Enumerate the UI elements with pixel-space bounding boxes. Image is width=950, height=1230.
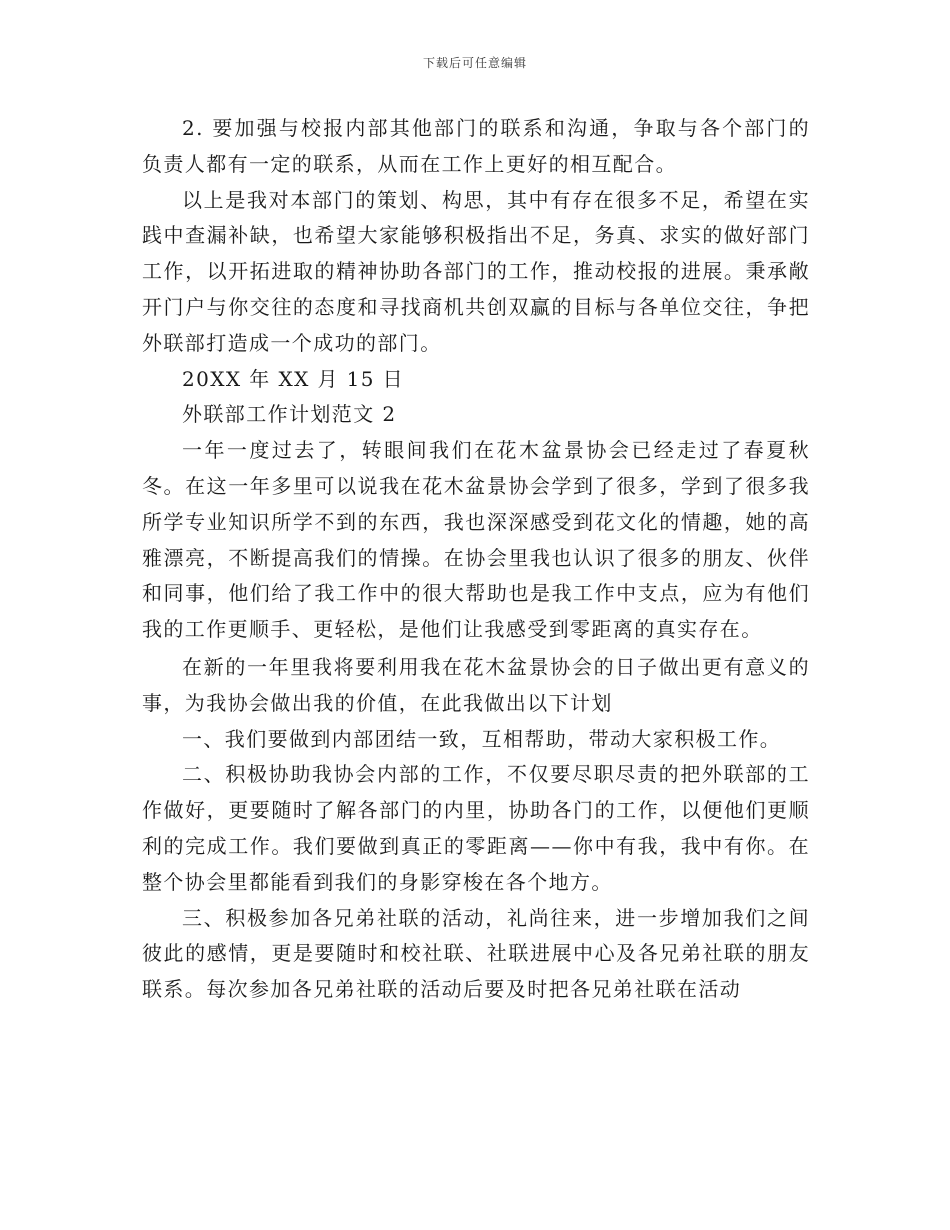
plan-item-1: 一、我们要做到内部团结一致，互相帮助，带动大家积极工作。 [182, 726, 782, 751]
plan-item-2: 二、积极协助我协会内部的工作，不仅要尽职尽责的把外联部的工作做好，更要随时了解各部门的内里，协助各门的工作，以便他们更顺利的完成工作。我们要做到真正的零距离——你中有我，我中有你。在整个协会里都能看到我们的身影穿梭在各个地方。 [142, 762, 810, 894]
document-body [142, 111, 810, 1008]
paragraph-summary: 以上是我对本部门的策划、构思，其中有存在很多不足，希望在实践中查漏补缺，也希望大家能够积极指出不足，务真、求实的做好部门工作，以开拓进取的精神协助各部门的工作，推动校报的进展。秉承敞开门户与你交往的态度和寻找商机共创双赢的目标与各单位交往，争把外联部打造成一个成功的部门。 [142, 187, 810, 355]
page-header-note: 下载后可任意编辑 [422, 56, 527, 70]
plan-item-3: 三、积极参加各兄弟社联的活动，礼尚往来，进一步增加我们之间彼此的感情，更是要随时和校社联、社联进展中心及各兄弟社联的朋友联系。每次参加各兄弟社联的活动后要及时把各兄弟社联在活动 [142, 905, 810, 1002]
paragraph-plan-intro: 在新的一年里我将要利用我在花木盆景协会的日子做出更有意义的事，为我协会做出我的价值，在此我做出以下计划 [142, 654, 810, 715]
paragraph-date: 20XX 年 XX 月 15 日 [182, 366, 405, 391]
section-title: 外联部工作计划范文 2 [182, 402, 397, 427]
paragraph-coordination: 2. 要加强与校报内部其他部门的联系和沟通，争取与各个部门的负责人都有一定的联系，从而在工作上更好的相互配合。 [142, 116, 810, 176]
paragraph-review: 一年一度过去了，转眼间我们在花木盆景协会已经走过了春夏秋冬。在这一年多里可以说我在花木盆景协会学到了很多，学到了很多我所学专业知识所学不到的东西，我也深深感受到花文化的情趣，她的高雅漂亮，不断提高我们的情操。在协会里我也认识了很多的朋友、伙伴和同事，他们给了我工作中的很大帮助也是我工作中支点，应为有他们我的工作更顺手、更轻松，是他们让我感受到零距离的真实存在。 [142, 438, 810, 642]
